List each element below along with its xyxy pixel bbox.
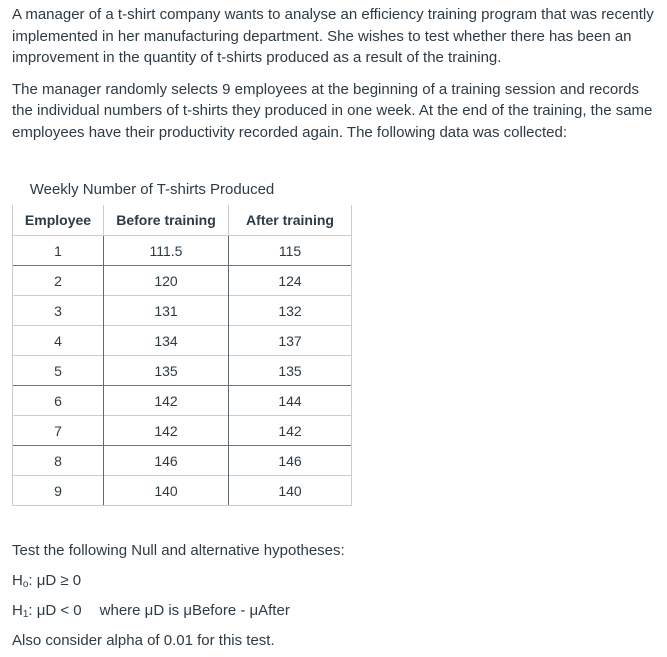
employee-cell: 1 [13, 236, 104, 266]
header-employee: Employee [13, 205, 104, 236]
employee-cell: 2 [13, 266, 104, 296]
h1-text: : μD < 0 [28, 601, 82, 619]
before-cell: 140 [104, 476, 229, 506]
before-cell: 146 [104, 446, 229, 476]
hypotheses-intro: Test the following Null and alternative hypotheses: [12, 542, 345, 559]
before-cell: 134 [104, 326, 229, 356]
table-row [13, 236, 351, 266]
after-cell: 137 [229, 326, 352, 356]
before-cell: 142 [104, 386, 229, 416]
after-cell: 124 [229, 266, 352, 296]
employee-cell: 7 [13, 416, 104, 446]
employee-cell: 4 [13, 326, 104, 356]
null-hypothesis [12, 570, 660, 592]
table-header-row [13, 205, 351, 236]
alpha-statement: Also consider alpha of 0.01 for this test. [12, 631, 275, 649]
before-cell: 111.5 [104, 236, 229, 266]
before-cell: 120 [104, 266, 229, 296]
where-definition: where μD is μBefore - μAfter [99, 601, 290, 619]
intro-paragraph-2: The manager randomly selects 9 employees at the beginning of a training session and records the individual numbers of t-shirts they produced in one week. At the end of the training, the same employees have their productivity recorded again. The following data was collected: [12, 80, 653, 141]
table-row [13, 326, 351, 356]
table-row [13, 356, 351, 386]
table-row [13, 416, 351, 446]
after-cell: 132 [229, 296, 352, 326]
after-cell: 115 [229, 236, 352, 266]
employee-cell: 3 [13, 296, 104, 326]
after-cell: 144 [229, 386, 352, 416]
question-content [12, 4, 660, 652]
employee-cell: 8 [13, 446, 104, 476]
h1-letter: H [12, 601, 23, 619]
header-after-training: After training [229, 205, 352, 236]
h0-text: : μD ≥ 0 [28, 571, 82, 589]
after-cell: 146 [229, 446, 352, 476]
h0-subscript: o [22, 578, 29, 590]
h1-subscript: 1 [22, 608, 29, 620]
after-cell: 140 [229, 476, 352, 506]
table-row [13, 296, 351, 326]
employee-cell: 6 [13, 386, 104, 416]
table-row [13, 476, 351, 506]
employee-cell: 9 [13, 476, 104, 506]
before-cell: 142 [104, 416, 229, 446]
table-row [13, 386, 351, 416]
data-table [13, 205, 351, 505]
table-caption: Weekly Number of T-shirts Produced [12, 175, 352, 205]
intro-paragraph-1: A manager of a t-shirt company wants to analyse an efficiency training program that was recently implemented in her manufacturing department. She wishes to test whether there has been an improvement in the quantity of t-shirts produced as a result of the training. [12, 6, 654, 66]
alternative-hypothesis [12, 600, 660, 622]
after-cell: 135 [229, 356, 352, 386]
employee-cell: 5 [13, 356, 104, 386]
after-cell: 142 [229, 416, 352, 446]
header-before-training: Before training [104, 205, 229, 236]
before-cell: 135 [104, 356, 229, 386]
table-row [13, 446, 351, 476]
table-row [13, 266, 351, 296]
h0-letter: H [12, 571, 23, 589]
data-table-container [12, 175, 352, 506]
before-cell: 131 [104, 296, 229, 326]
